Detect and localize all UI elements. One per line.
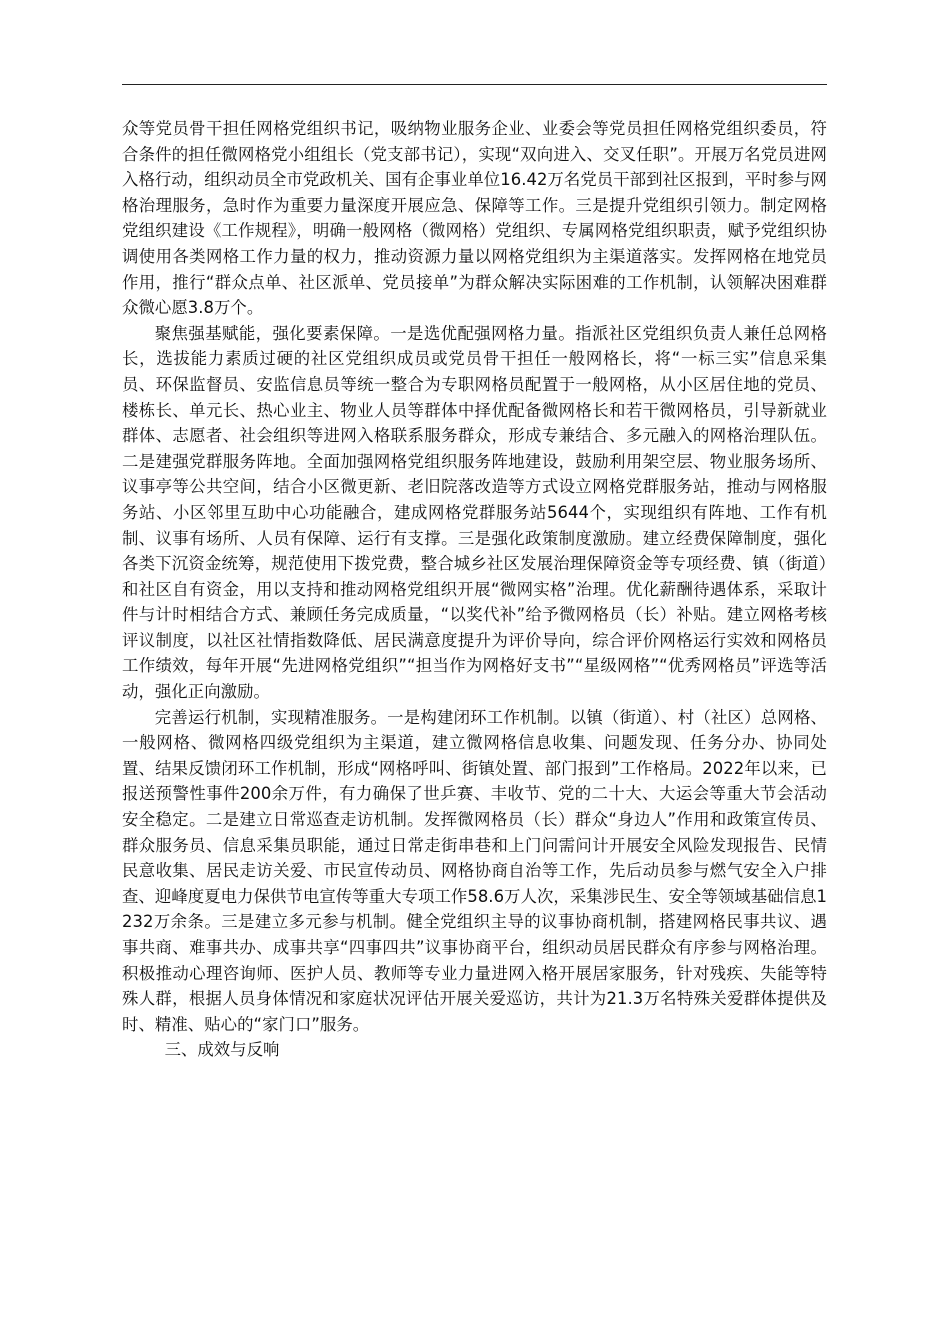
document-body xyxy=(122,116,827,1063)
paragraph-continuation: 众等党员骨干担任网格党组织书记，吸纳物业服务企业、业委会等党员担任网格党组织委员，符合条件的担任微网格党小组组长（党支部书记），实现“双向进入、交叉任职”。开展万名党员进网入格行动，组织动员全市党政机关、国有企事业单位16.42万名党员干部到社区报到，平时参与网格治理服务，急时作为重要力量深度开展应急、保障等工作。三是提升党组织引领力。制定网格党组织建设《工作规程》，明确一般网格（微网格）党组织、专属网格党组织职责，赋予党组织协调使用各类网格工作力量的权力，推动资源力量以网格党组织为主渠道落实。发挥网格在地党员作用，推行“群众点单、社区派单、党员接单”为群众解决实际困难的工作机制，认领解决困难群众微心愿3.8万个。 xyxy=(122,119,827,318)
header-rule xyxy=(122,84,827,85)
paragraph-operation-mechanism: 完善运行机制，实现精准服务。一是构建闭环工作机制。以镇（街道）、村（社区）总网格、一般网格、微网格四级党组织为主渠道，建立微网格信息收集、问题发现、任务分办、协同处置、结果反馈闭环工作机制，形成“网格呼叫、街镇处置、部门报到”工作格局。2022年以来，已报送预警性事件200余万件，有力确保了世乒赛、丰收节、党的二十大、大运会等重大节会活动安全稳定。二是建立日常巡查走访机制。发挥微网格员（长）群众“身边人”作用和政策宣传员、群众服务员、信息采集员职能，通过日常走街串巷和上门问需问计开展安全风险发现报告、民情民意收集、居民走访关爱、市民宣传动员、网格协商自治等工作，先后动员参与燃气安全入户排查、迎峰度夏电力保供节电宣传等重大专项工作58.6万人次，采集涉民生、安全等领域基础信息1232万余条。三是建立多元参与机制。健全党组织主导的议事协商机制，搭建网格民事共议、遇事共商、难事共办、成事共享“四事四共”议事协商平台，组织动员居民群众有序参与网格治理。积极推动心理咨询师、医护人员、教师等专业力量进网入格开展居家服务，针对残疾、失能等特殊人群，根据人员身体情况和家庭状况评估开展关爱巡访，共计为21.3万名特殊关爱群体提供及时、精准、贴心的“家门口”服务。 xyxy=(122,707,827,1034)
paragraph-resource-support: 聚焦强基赋能，强化要素保障。一是选优配强网格力量。指派社区党组织负责人兼任总网格长，选拔能力素质过硬的社区党组织成员或党员骨干担任一般网格长，将“一标三实”信息采集员、环保监督员、安监信息员等统一整合为专职网格员配置于一般网格，从小区居住地的党员、楼栋长、单元长、热心业主、物业人员等群体中择优配备微网格长和若干微网格员，引导新就业群体、志愿者、社会组织等进网入格联系服务群众，形成专兼结合、多元融入的网格治理队伍。二是建强党群服务阵地。全面加强网格党组织服务阵地建设，鼓励利用架空层、物业服务场所、议事亭等公共空间，结合小区微更新、老旧院落改造等方式设立网格党群服务站，推动与网格服务站、小区邻里互助中心功能融合，建成网格党群服务站5644个，实现组织有阵地、工作有机制、议事有场所、人员有保障、运行有支撑。三是强化政策制度激励。建立经费保障制度，强化各类下沉资金统筹，规范使用下拨党费，整合城乡社区发展治理保障资金等专项经费、镇（街道）和社区自有资金，用以支持和推动网格党组织开展“微网实格”治理。优化薪酬待遇体系，采取计件与计时相结合方式、兼顾任务完成质量，“以奖代补”给予微网格员（长）补贴。建立网格考核评议制度，以社区社情指数降低、居民满意度提升为评价导向，综合评价网格运行实效和网格员工作绩效，每年开展“先进网格党组织”“担当作为网格好支书”“星级网格”“优秀网格员”评选等活动，强化正向激励。 xyxy=(122,323,827,702)
section-heading: 三、成效与反响 xyxy=(164,1040,280,1060)
